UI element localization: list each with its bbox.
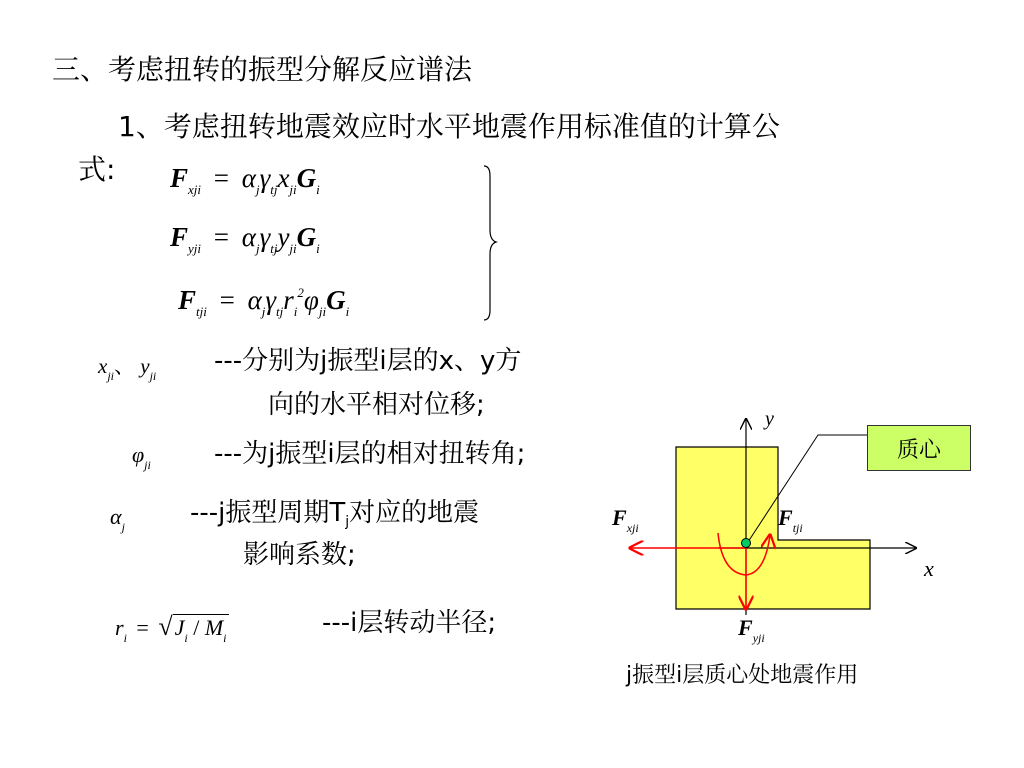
force-t-label: $F_{tji}$: [778, 505, 803, 535]
formula-radius: $r_i = √J_i / M_i$: [115, 612, 227, 645]
def-alpha-line2: 影响系数;: [243, 540, 356, 570]
axis-x-label: x: [924, 556, 934, 581]
center-of-mass: [742, 539, 751, 548]
symbol-xy: $x_{ji}$、 $y_{ji}$: [98, 354, 157, 383]
subheading-line2: 式:: [78, 153, 116, 186]
force-y-label: $F_{yji}$: [738, 615, 765, 645]
symbol-alpha: $\alpha_j$: [110, 504, 125, 534]
def-alpha-line1: ---j振型周期Tj对应的地震: [190, 498, 480, 530]
formula-fx: $F_{xji} = \alpha_j\gamma_{tj}x_{ji}G_i$: [170, 163, 320, 197]
center-label: 质心: [867, 425, 971, 471]
axis-y-label: y: [765, 408, 774, 430]
right-brace: [480, 160, 510, 325]
def-radius: ---i层转动半径;: [322, 608, 497, 638]
section-heading: 三、考虑扭转的振型分解反应谱法: [52, 53, 473, 86]
floor-shape: [676, 447, 870, 609]
subheading-line1: 1、考虑扭转地震效应时水平地震作用标准值的计算公: [118, 110, 780, 143]
force-x-label: $F_{xji}$: [612, 505, 639, 535]
formula-ft: $F_{tji} = \alpha_j\gamma_{tj}r_i^2\varphi_{ji}G_i$: [178, 285, 350, 319]
formula-fy: $F_{yji} = \alpha_j\gamma_{tj}y_{ji}G_i$: [170, 222, 320, 256]
def-xy-line1: ---分别为j振型i层的x、y方: [214, 346, 522, 376]
def-xy-line2: 向的水平相对位移;: [268, 390, 485, 420]
symbol-phi: $\varphi_{ji}$: [132, 442, 151, 472]
sqrt-icon: √: [158, 612, 173, 641]
diagram-caption: j振型i层质心处地震作用: [626, 663, 859, 688]
def-phi: ---为j振型i层的相对扭转角;: [214, 439, 526, 469]
